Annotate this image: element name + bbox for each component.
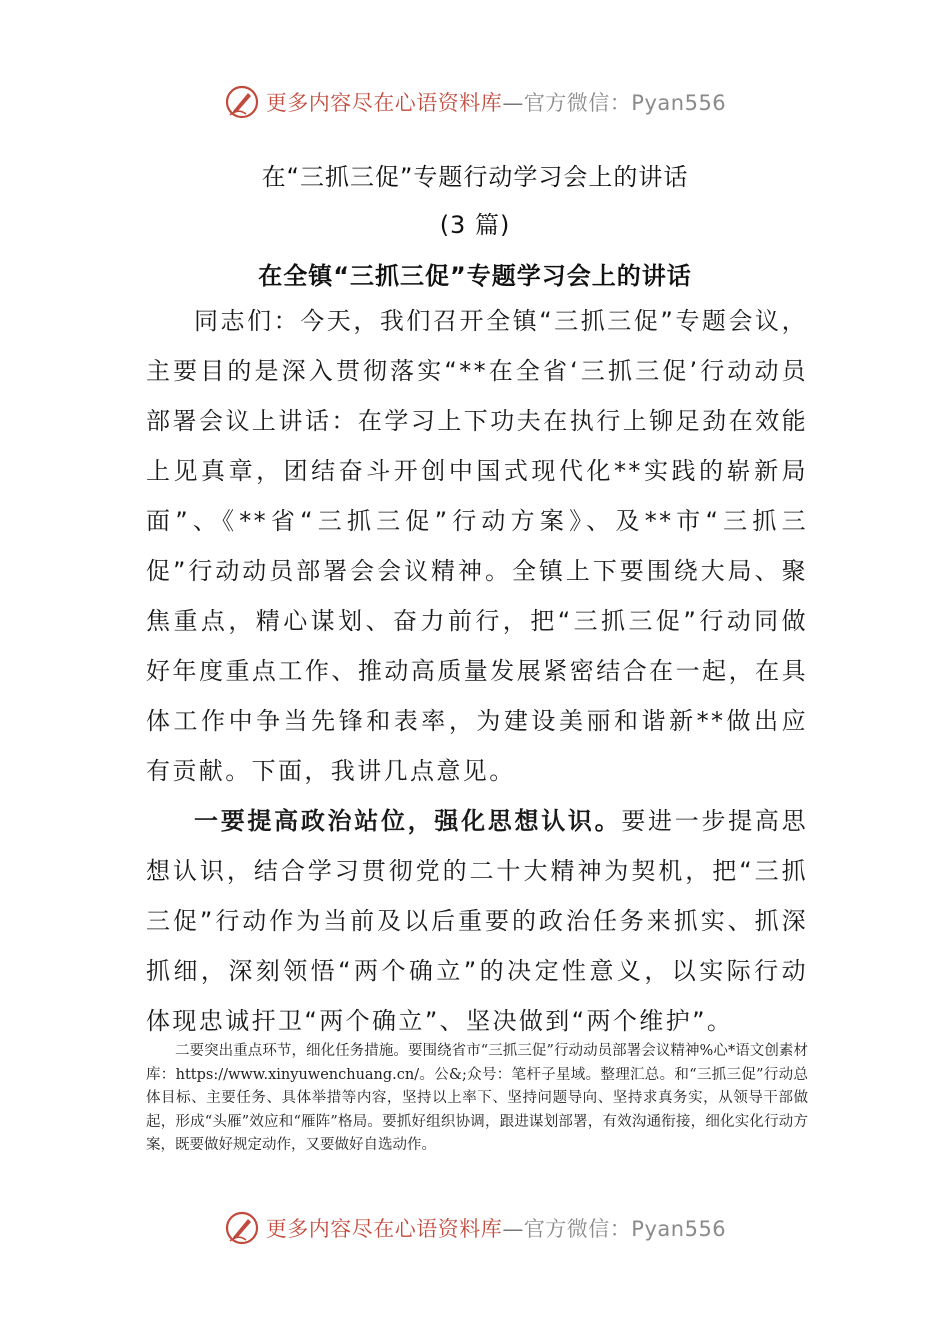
small-print-section <box>146 1040 808 1158</box>
banner-library-name: 更多内容尽在心语资料库 <box>265 91 503 115</box>
document-body <box>146 296 808 1046</box>
paragraph-1: 同志们：今天，我们召开全镇“三抓三促”专题会议，主要目的是深入贯彻落实“**在全省‘三抓三促’行动动员部署会议上讲话：在学习上下功夫在执行上铆足劲在效能上见真章，团结奋斗开创中国式现代化**实践的崭新局面”、《**省“三抓三促”行动方案》、及**市“三抓三促”行动动员部署会会议精神。全镇上下要围绕大局、聚焦重点，精心谋划、奋力前行，把“三抓三促”行动同做好年度重点工作、推动高质量发展紧密结合在一起，在具体工作中争当先锋和表率，为建设美丽和谐新**做出应有贡献。下面，我讲几点意见。 <box>146 307 808 785</box>
banner-text <box>266 87 726 117</box>
header-banner <box>0 82 950 122</box>
paragraph-2-text: 要进一步提高思想认识，结合学习贯彻党的二十大精神为契机，把“三抓三促”行动作为当前及以后重要的政治任务来抓实、抓深抓细，深刻领悟“两个确立”的决定性意义，以实际行动体现忠诚扞卫“两个确立”、坚决做到“两个维护”。 <box>146 807 808 1035</box>
document-title: 在“三抓三促”专题行动学习会上的讲话 <box>261 163 689 191</box>
paragraph-2-heading: 一要提高政治站位，强化思想认识。 <box>194 807 622 835</box>
banner-dash: — <box>502 91 524 115</box>
pen-logo-icon <box>224 84 260 120</box>
footer-banner <box>0 1208 950 1248</box>
section-title: 在全镇“三抓三促”专题学习会上的讲话 <box>258 262 692 290</box>
document-subtitle: (3 篇) <box>439 211 511 239</box>
paragraph-3: 二要突出重点环节，细化任务措施。要围绕省市“三抓三促”行动动员部署会议精神%心*语文创素材库：https://www.xinyuwenchuang.cn/。公&;众号：笔杆子星域。整理汇总。和“三抓三促”行动总体目标、主要任务、具体举措等内容，坚持以上率下、坚持问题导向、坚持求真务实，从领导干部做起，形成“头雁”效应和“雁阵”格局。要抓好组织协调，跟进谋划部署，有效沟通衔接，细化实化行动方案，既要做好规定动作，又要做好自选动作。 <box>146 1043 808 1153</box>
banner-wechat: 官方微信：Pyan556 <box>523 1217 727 1241</box>
banner-dash: — <box>502 1217 524 1241</box>
pen-logo-icon <box>224 1210 260 1246</box>
banner-library-name: 更多内容尽在心语资料库 <box>265 1217 503 1241</box>
banner-wechat: 官方微信：Pyan556 <box>523 91 727 115</box>
paragraph-2 <box>146 796 808 1046</box>
banner-text <box>266 1213 726 1243</box>
